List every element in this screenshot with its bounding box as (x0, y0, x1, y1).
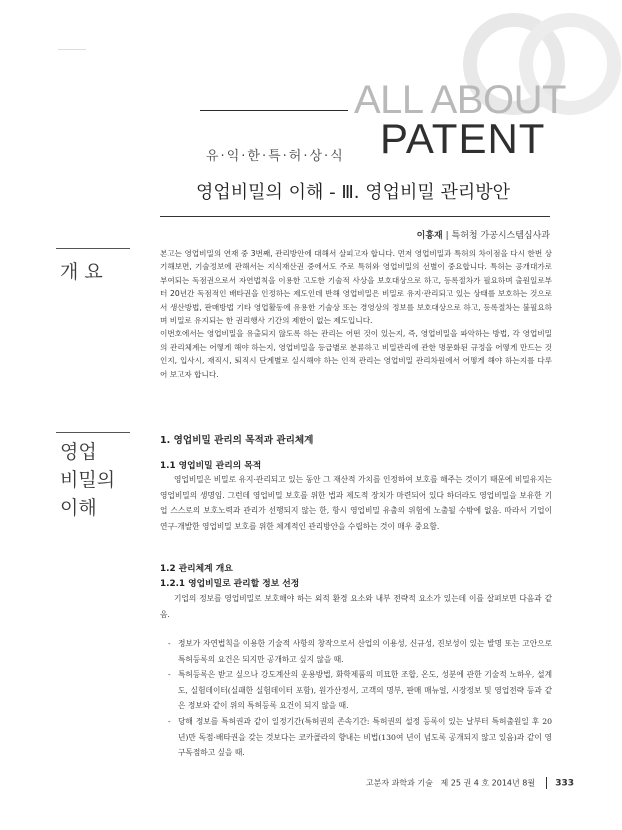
side-heading-line: 이해 (60, 497, 97, 519)
overview-side-rule (56, 248, 130, 249)
corner-mark (58, 49, 86, 50)
trade-secret-side-heading (60, 438, 115, 522)
issue-info: 제 25 권 4 호 2014년 8월 (440, 778, 536, 788)
all-about-wordmark: ALL ABOUT (354, 78, 566, 122)
page-number: 333 (555, 778, 574, 789)
list-item-text: 당해 정보를 특허권과 같이 일정기간(특허권의 존속기간: 특허권의 설정 등록이 있는 날부터 특허출원일 후 20년)만 독점·배타권을 갖는 것보다는 코카콜라의 향내는 비법(130여 년이 넘도록 공개되지 않고 있음)과 같이 영구독점하고 싶을 때. (178, 716, 552, 758)
author-line (417, 228, 550, 241)
list-item: - 정보가 자연법칙을 이용한 기술적 사항의 창작으로서 산업의 이용성, 신규성, 진보성이 있는 발명 또는 고안으로 특허등록의 요건은 되지만 공개하고 싶지 않을 때. (168, 639, 552, 664)
subsection-heading: 1.2 관리체계 개요 (160, 564, 233, 574)
subsection-heading: 1.2.1 영업비밀로 관리할 정보 선정 (160, 579, 300, 589)
title-rule (160, 216, 550, 217)
author-affiliation: 특허청 가공시스템심사과 (451, 231, 550, 241)
side-heading-line: 영업 (60, 441, 97, 463)
column-kicker: 유·익·한·특·허·상·식 (206, 149, 345, 164)
journal-name: 고분자 과학과 기술 (365, 778, 433, 788)
subsection-paragraph (160, 591, 552, 622)
overview-paragraph: 이번호에서는 영업비밀을 유출되지 않도록 하는 관리는 어떤 것이 있는지, 즉, 영업비밀을 파악하는 방법, 각 영업비밀의 관리체계는 어떻게 해야 하는지, 영업비밀을 등급별로 분류하고 비밀관리에 관한 명문화된 규정을 어떻게 만드는 것인지, 입사시, 재직시, 퇴직시 단계별로 실시해야 하는 인적 관리는 영업비밀 관리차원에서 어떻게 해야 하는지를 다루어 보고자 합니다. (160, 329, 552, 379)
author-name: 이흥재 (416, 231, 443, 241)
overview-body (160, 247, 552, 381)
list-item-text: 정보가 자연법칙을 이용한 기술적 사항의 창작으로서 산업의 이용성, 신규성, 진보성이 있는 발명 또는 고안으로 특허등록의 요건은 되지만 공개하고 싶지 않을 때. (178, 639, 552, 664)
subsection-paragraph (160, 472, 552, 534)
list-item: - 당해 정보를 특허권과 같이 일정기간(특허권의 존속기간: 특허권의 설정 등록이 있는 날부터 특허출원일 후 20년)만 독점·배타권을 갖는 것보다는 코카콜라의 향내는 비법(130여 년이 넘도록 공개되지 않고 있음)과 같이 영구독점하고 싶을 때. (168, 716, 552, 758)
page-footer (366, 777, 574, 789)
paragraph-text: 기업의 정보를 영업비밀로 보호해야 하는 외적 환경 요소와 내부 전략적 요소가 있는데 이를 살펴보면 다음과 같음. (160, 594, 552, 619)
footer-divider (546, 777, 547, 789)
side-heading-line: 비밀의 (60, 469, 116, 491)
paragraph-text: 영업비밀은 비밀로 유지·관리되고 있는 동안 그 재산적 가치를 인정하여 보호를 해주는 것이기 때문에 비밀유지는 영업비밀의 생명임. 그런데 영업비밀 보호를 위한 법과 제도적 장치가 마련되어 있다 하더라도 영업비밀을 보유한 기업 스스로의 보호노력과 관리가 선행되지 않는 한, 항시 영업비밀 유출의 위험에 노출될 수밖에 없음. 따라서 기업이 연구·개발한 영업비밀 보호를 위한 체계적인 관리방안을 수립하는 것이 매우 중요함. (160, 475, 552, 531)
overview-side-heading: 개 요 (60, 261, 103, 283)
header-rule (200, 110, 348, 111)
list-item: - 특허등록은 받고 싶으나 강도계산의 운용방법, 화학제품의 미묘한 조합, 온도, 성분에 관한 기술적 노하우, 설계도, 실험데이터(실패한 실험데이터 포함), 원가산정서, 고객의 명부, 판매 매뉴얼, 시장정보 및 영업전략 등과 같은 정보와 같이 위의 특허등록 요건이 되지 않을 때. (168, 670, 552, 711)
author-separator: | (445, 231, 452, 241)
patent-wordmark: PATENT (380, 115, 546, 162)
section-heading: 1. 영업비밀 관리의 목적과 관리체계 (160, 435, 314, 446)
trade-secret-side-rule (56, 432, 130, 433)
criteria-list (168, 636, 552, 761)
overview-paragraph: 본고는 영업비밀의 연재 중 3번째, 관리방안에 대해서 살피고자 합니다. 먼저 영업비밀과 특허의 차이점을 다시 한번 상기해보면, 기술정보에 관해서는 지식재산권 중에서도 주로 특허와 영업비밀의 선별이 중요합니다. 특허는 공개대가로 부여되는 독점권으로서 자연법칙을 이용한 고도한 기술적 사상을 보호대상으로 하고, 등록절차가 필요하며 출원일로부터 20년간 독점적인 배타권을 인정하는 제도인데 반해 영업비밀은 비밀로 유지·관리되고 있는 상태를 보호하는 것으로서 생산방법, 판매방법 기타 영업활동에 유용한 기술상 또는 경영상의 정보를 보호대상으로 하고, 등록절차는 불필요하며 비밀로 유지되는 한 권리행사 기간의 제한이 없는 제도입니다. (160, 249, 552, 326)
subsection-heading: 1.1 영업비밀 관리의 목적 (160, 461, 262, 471)
article-title: 영업비밀의 이해 - Ⅲ. 영업비밀 관리방안 (196, 182, 511, 203)
list-item-text: 특허등록은 받고 싶으나 강도계산의 운용방법, 화학제품의 미묘한 조합, 온도, 성분에 관한 기술적 노하우, 설계도, 실험데이터(실패한 실험데이터 포함), 원가산정서, 고객의 명부, 판매 매뉴얼, 시장정보 및 영업전략 등과 같은 정보와 같이 위의 특허등록 요건이 되지 않을 때. (178, 670, 552, 711)
